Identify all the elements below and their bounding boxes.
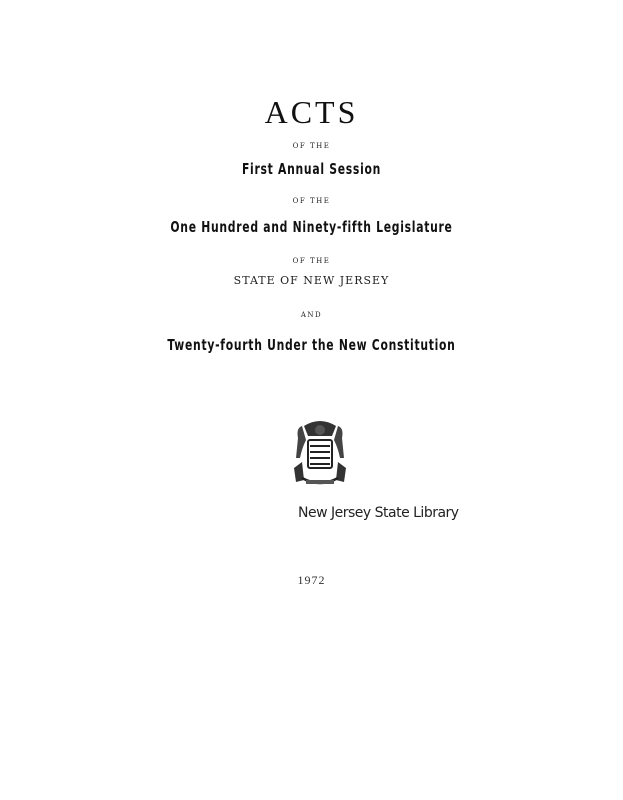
- connector-text: OF THE: [292, 257, 331, 265]
- legislature-heading: One Hundred and Ninety-fifth Legislature: [170, 218, 453, 236]
- document-title: ACTS: [264, 94, 359, 130]
- library-stamp: New Jersey State Library: [298, 505, 459, 521]
- state-name: STATE OF NEW JERSEY: [233, 274, 390, 287]
- connector-text: AND: [300, 311, 323, 319]
- publication-year: 1972: [297, 573, 326, 587]
- connector-text: OF THE: [292, 142, 331, 150]
- session-heading: First Annual Session: [241, 160, 382, 178]
- connector-text: OF THE: [292, 197, 331, 205]
- state-seal-icon: [292, 418, 348, 488]
- constitution-heading: Twenty-fourth Under the New Constitution: [167, 336, 456, 354]
